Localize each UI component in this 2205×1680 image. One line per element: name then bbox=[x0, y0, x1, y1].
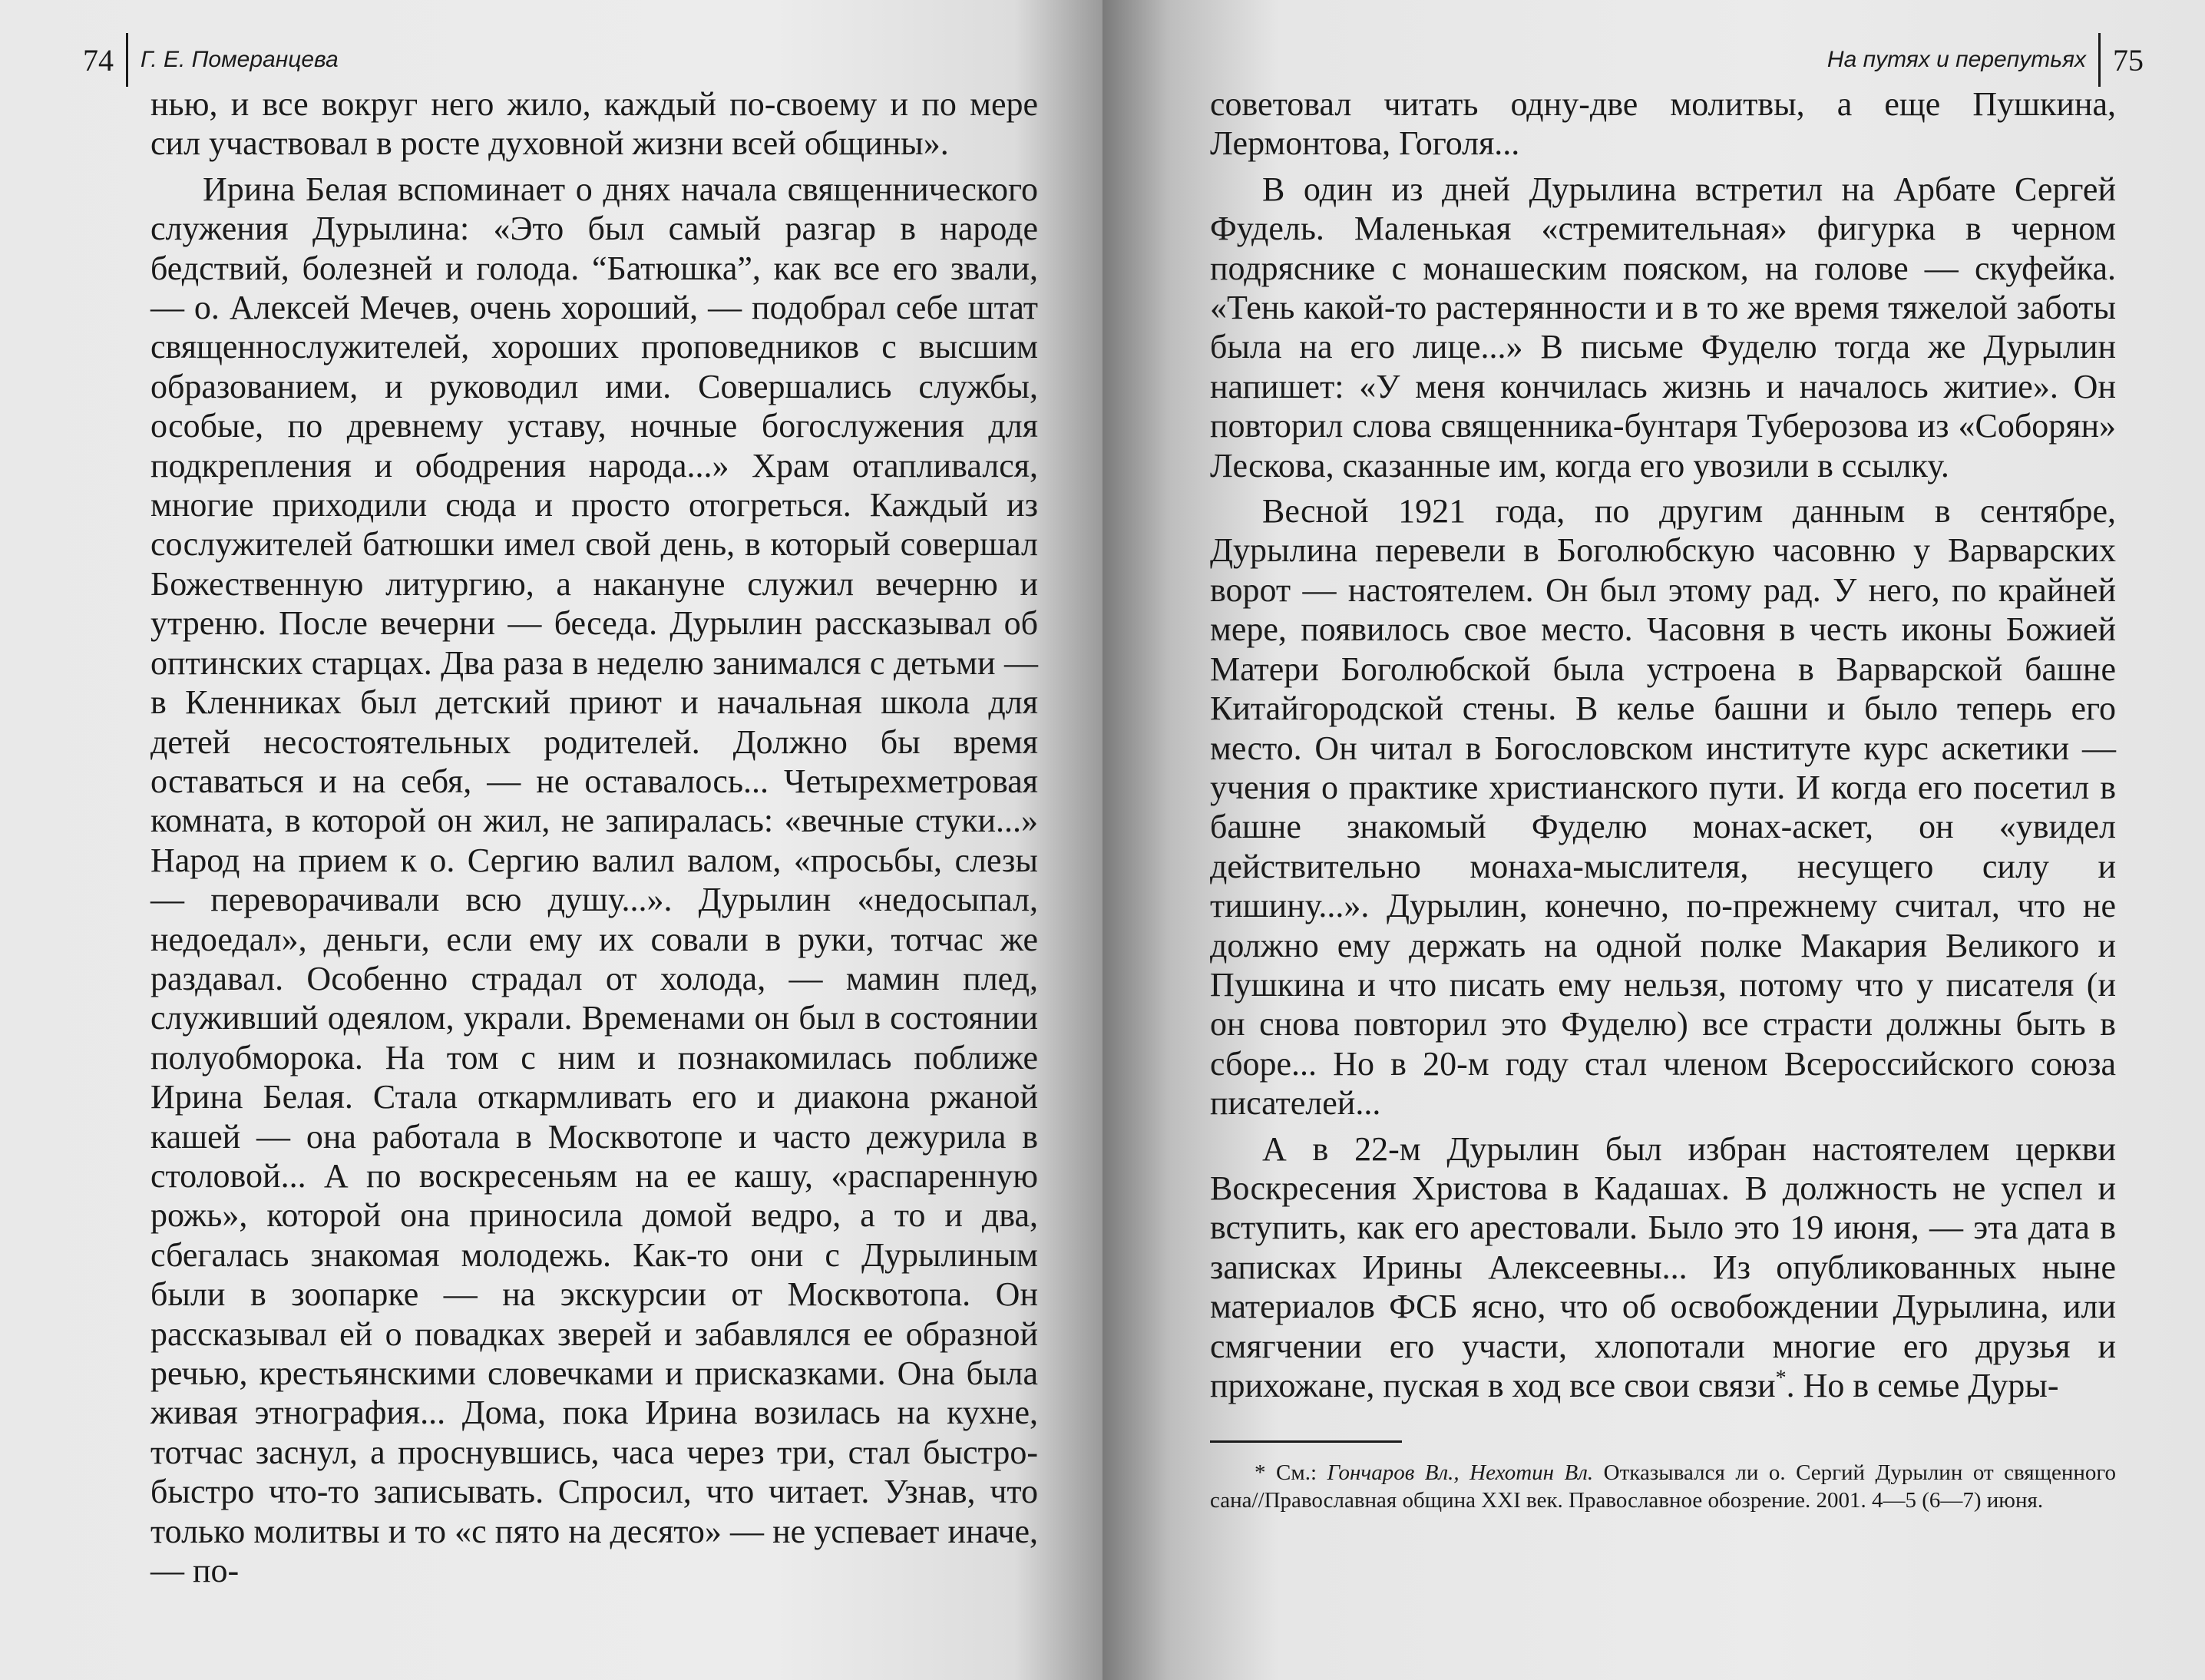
footnote-prefix: См.: bbox=[1276, 1460, 1317, 1485]
paragraph: нью, и все вокруг него жило, каждый по-своему и по мере сил участвовал в росте духовной жизни всей общины». bbox=[150, 85, 1038, 163]
footnote-marker: * bbox=[1255, 1460, 1266, 1485]
left-page bbox=[0, 0, 1102, 1680]
page-number: 74 bbox=[83, 42, 114, 78]
left-page-body bbox=[150, 84, 1038, 1590]
running-head-title: На путях и перепутьях bbox=[1826, 47, 2086, 72]
right-page bbox=[1102, 0, 2205, 1680]
right-page-header bbox=[1827, 28, 2144, 92]
footnote-reference[interactable]: * bbox=[1775, 1366, 1787, 1391]
footnote bbox=[1210, 1459, 2116, 1514]
header-divider bbox=[126, 33, 128, 87]
paragraph: Весной 1921 года, по другим данным в сентябре, Дурылина перевели в Боголюбскую часовню у Варварских ворот — настоятелем. Он был этому рад. У него, по крайней мере, появилось свое место. Часовня в честь иконы Божией Матери Боголюбской была устроена в Варварской башне Китайгородской стены. В келье башни и было теперь его место. Он читал в Богословском институте курс аскетики — учения о практике христианского пути. И когда его посетил в башне знакомый Фуделю монах-аскет, он «увидел действительно монаха-мыслителя, несущего силу и тишину...». Дурылин, конечно, по-прежнему считал, что не должно ему держать на одной полке Макария Великого и Пушкина и что писать ему нельзя, потому что у писателя (и он снова повторил это Фуделю) все страсти должны быть в сборе... Но в 20-м году стал членом Всероссийского союза писателей... bbox=[1210, 492, 2116, 1123]
right-page-body bbox=[1210, 84, 2116, 1405]
running-head-author: Г. Е. Померанцева bbox=[140, 47, 339, 72]
header-divider bbox=[2098, 33, 2101, 87]
paragraph: Ирина Белая вспоминает о днях начала священнического служения Дурылина: «Это был самый разгар в народе бедствий, болезней и голода. “Батюшка”, как все его звали, — о. Алексей Мечев, очень хороший, — подобрал себе штат священнослужителей, хороших проповедников с высшим образованием, и руководил ими. Совершались службы, особые, по древнему уставу, ночные богослужения для подкрепления и ободрения народа...» Храм отапливался, многие приходили сюда и просто отогреться. Каждый из сослужителей батюшки имел свой день, в который совершал Божественную литургию, а накануне служил вечерню и утреню. После вечерни — беседа. Дурылин рассказывал об оптинских старцах. Два раза в неделю занимался с детьми — в Кленниках был детский приют и начальная школа для детей несостоятельных родителей. Должно бы время оставаться и на себя, — не оставалось... Четырехметровая комната, в которой он жил, не запиралась: «вечные стуки...» Народ на прием к о. Сергию валил валом, «просьбы, слезы — переворачивали всю душу...». Дурылин «недосыпал, недоедал», деньги, если ему их совали в руки, тотчас же раздавал. Особенно страдал от холода, — мамин плед, служивший одеялом, украли. Временами он был в состоянии полуобморока. На том с ним и познакомилась поближе Ирина Белая. Стала откармливать его и диакона ржаной кашей — она работала в Москвотопе и часто дежурила в столовой... А по воскресеньям на ее кашу, «распаренную рожь», которой она приносила домой ведро, а то и два, сбегалась знакомая молодежь. Как-то они с Дурылиным были в зоопарке — на экскурсии от Москвотопа. Он рассказывал ей о повадках зверей и забавлялся ее образной речью, крестьянскими словечками и присказками. Она была живая этнография... Дома, пока Ирина возилась на кухне, тотчас заснул, а проснувшись, часа через три, стал быстро-быстро что-то записывать. Спросил, что читает. Узнав, что только молитвы и то «с пято на десято» — не успевает иначе, — по- bbox=[150, 170, 1038, 1590]
footnote-separator bbox=[1210, 1440, 1402, 1443]
paragraph: В один из дней Дурылина встретил на Арбате Сергей Фудель. Маленькая «стремительная» фигурка в черном подряснике с монашеским пояском, на голове — скуфейка. «Тень какой-то растерянности и в то же время тяжелой заботы была на его лице...» В письме Фуделю тогда же Дурылин напишет: «У меня кончилась жизнь и началось житие». Он повторил слова священника-бунтаря Туберозова из «Соборян» Лескова, сказанные им, когда его увозили в ссылку. bbox=[1210, 170, 2116, 484]
paragraph-text: А в 22-м Дурылин был избран настоятелем церкви Воскресения Христова в Кадашах. В должность не успел и вступить, как его арестовали. Было это 19 июня, — эта дата в записках Ирины Алексеевны... Из опубликованных ныне материалов ФСБ ясно, что об освобождении Дурылина, или смягчении его участи, хлопотали многие его друзья и прихожане, пуская в ход все свои связи bbox=[1210, 1129, 2116, 1404]
page-number: 75 bbox=[2113, 42, 2144, 78]
footnote-text: Отказывался ли о. Сергий Дурылин от священного сана//Православная община XXI век. Православное обозрение. 2001. 4—5 (6—7) июня. bbox=[1210, 1460, 2117, 1513]
paragraph-tail: . Но в семье Дуры- bbox=[1786, 1367, 2059, 1404]
left-page-header bbox=[83, 28, 339, 92]
footnote-authors: Гончаров Вл., Нехотин Вл. bbox=[1327, 1460, 1594, 1485]
paragraph: советовал читать одну-две молитвы, а еще Пушкина, Лермонтова, Гоголя... bbox=[1210, 85, 2116, 163]
paragraph bbox=[1210, 1129, 2116, 1406]
